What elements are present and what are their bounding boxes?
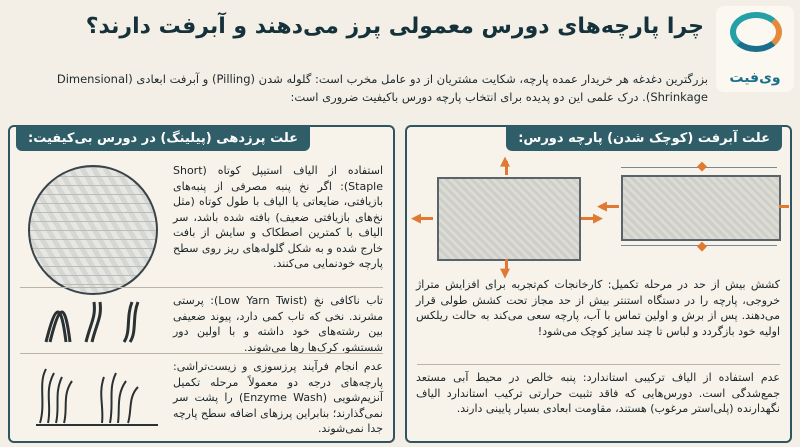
- pilling-panel-heading: علت پرزدهی (پیلینگ) در دورس بی‌کیفیت:: [16, 126, 310, 151]
- arrowhead-left-icon: ◀: [597, 199, 607, 214]
- section-divider: [20, 353, 383, 354]
- shrinkage-reason-fibers: عدم استفاده از الیاف ترکیبی استاندارد: پنبه خالص در محیط آبی مستعد جمع‌شدگی است. دورس‌هایی که فاقد تثبیت حرارتی ترکیب استاندارد الیاف نگهدارنده (پلی‌استر مرغوب) هستند، مقاومت ابعادی بسیار پایینی دارند.: [416, 371, 780, 415]
- pilled-knit-fabric-icon: [28, 165, 158, 295]
- shrinkage-panel-heading: علت آبرفت (کوچک شدن) پارچه دورس:: [506, 126, 782, 151]
- arrowhead-left-icon: ◀: [411, 211, 421, 226]
- section-divider: [417, 364, 780, 365]
- shrunk-fabric-swatch: [437, 177, 581, 261]
- section-divider: [20, 287, 383, 288]
- page-title: چرا پارچه‌های دورس معمولی پرز می‌دهند و آبرفت دارند؟: [85, 14, 704, 39]
- arrowhead-down-icon: ▼: [500, 266, 510, 281]
- pilling-reason-low-twist: تاب ناکافی نخ (Low Yarn Twist): پرستی مشرند. نخی که تاب کمی دارد، پیوند ضعیفی بین رشته‌های خود داشته و با اولین دور شستشو، کرک‌ها رها می‌شوند.: [173, 294, 383, 354]
- pilling-reason-short-staple: استفاده از الیاف استیپل کوتاه (Short Staple): اگر نخ پنبه مصرفی از پنبه‌های بازیافتی، ضایعاتی یا الیاف با طول کوتاه (مثل نخ‌های بازیافتی ضعیف) بافته شده باشد، سر الیاف با کمترین اصطکاک و سایش از بافت خارج شده و به شکل گلوله‌های ریز روی سطح پارچه خودنمایی می‌کنند.: [173, 164, 383, 270]
- arrowhead-up-icon: ◆: [697, 159, 707, 174]
- low-twist-yarn-icon: [36, 297, 156, 347]
- shrinkage-reason-tension: کشش بیش از حد در مرحله تکمیل: کارخانجات کم‌تجربه برای افزایش متراژ خروجی، پارچه را در دستگاه استنتر بیش از حد مجاز تحت کشش طولی قرار می‌دهند. پس از برش و اولین تماس با آب، پارچه سعی می‌کند به حالت ریلکس اولیه خود بازگردد و لباس تا چند سایز کوچک می‌شود!: [416, 278, 780, 338]
- pilling-reason-no-enzyme-wash: عدم انجام فرآیند پرزسوزی و زیست‌تراشی: پارچه‌های درجه دو معمولاً مرحله تکمیل آنزیم‌شویی (Enzyme Wash) را پشت سر نمی‌گذارند؛ بنابراین پرزهای اضافه سطح پارچه جدا نمی‌شوند.: [172, 360, 383, 435]
- shrinkage-panel: [405, 125, 792, 443]
- logo-wordmark: وی‌فیت: [729, 70, 781, 86]
- logo-mark-icon: [730, 12, 782, 52]
- arrowhead-up-icon: ▲: [500, 154, 510, 169]
- arrow-right-icon: [779, 205, 789, 208]
- brand-logo: [716, 6, 794, 92]
- pilling-panel: [8, 125, 395, 443]
- arrowhead-right-icon: ▶: [593, 211, 603, 226]
- arrowhead-down-icon: ◆: [697, 239, 707, 254]
- stretched-fabric-swatch: [621, 175, 781, 241]
- intro-paragraph: بزرگترین دغدغه هر خریدار عمده پارچه، شکایت مشتریان از دو عامل مخرب است: گلوله شدن (Pilling) و آبرفت ابعادی (Dimensional Shrinkage). درک علمی این دو پدیده برای انتخاب پارچه دورس باکیفیت ضروری است:: [56, 72, 708, 104]
- surface-fuzz-fibers-icon: [32, 363, 162, 429]
